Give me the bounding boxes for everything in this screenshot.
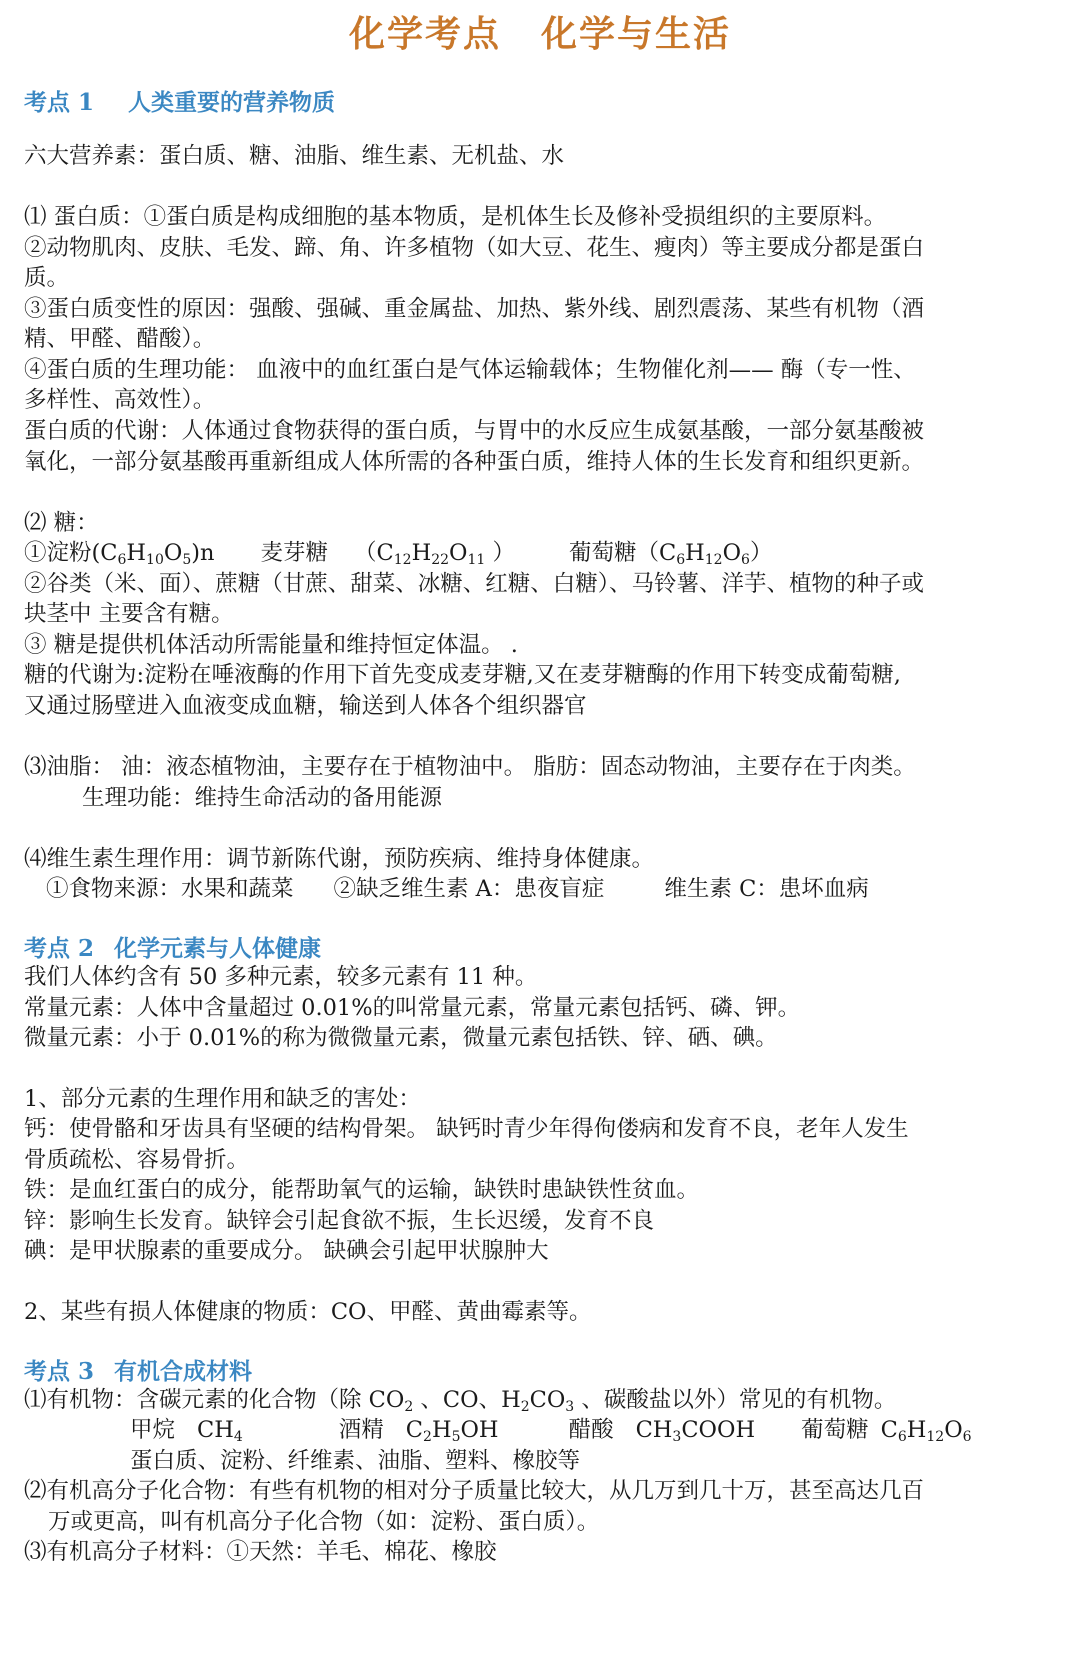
vitamin-detail-line: ①食物来源：水果和蔬菜 ②缺乏维生素 A：患夜盲症 维生素 C：患坏血病 xyxy=(46,876,869,902)
element-effects-line: 骨质疏松、容易骨折。 xyxy=(24,1147,250,1173)
protein-line: 精、甲醛、醋酸）。 xyxy=(24,326,216,352)
fat-line: ⑶油脂： 油：液态植物油，主要存在于植物油中。 脂肪：固态动物油，主要存在于肉类。 xyxy=(24,754,916,780)
polymer-line: 万或更高，叫有机高分子化合物（如：淀粉、蛋白质）。 xyxy=(48,1509,600,1535)
organic-examples-line-2: 蛋白质、淀粉、纤维素、油脂、塑料、橡胶等 xyxy=(130,1448,581,1474)
element-effects-line: 锌：影响生长发育。缺锌会引起食欲不振，生长迟缓，发育不良 xyxy=(24,1208,655,1234)
protein-line: ②动物肌肉、皮肤、毛发、蹄、角、许多植物（如大豆、花生、瘦肉）等主要成分都是蛋白 xyxy=(24,235,925,261)
nutrients-intro: 六大营养素：蛋白质、糖、油脂、维生素、无机盐、水 xyxy=(24,143,565,169)
element-effects-line: 碘：是甲状腺素的重要成分。 缺碘会引起甲状腺肿大 xyxy=(24,1238,549,1264)
protein-line: 蛋白质的代谢：人体通过食物获得的蛋白质，与胃中的水反应生成氨基酸，一部分氨基酸被 xyxy=(24,418,925,444)
fat-function-line: 生理功能：维持生命活动的备用能源 xyxy=(82,785,443,811)
elements-line: 常量元素：人体中含量超过 0.01%的叫常量元素，常量元素包括钙、磷、钾。 xyxy=(24,995,801,1021)
sugar-line: 块茎中 主要含有糖。 xyxy=(24,601,234,627)
section-heading-2: 考点 2 化学元素与人体健康 xyxy=(24,935,322,962)
sugar-title: ⑵ 糖： xyxy=(24,510,99,536)
protein-line: 质。 xyxy=(24,265,70,291)
polymer-line: ⑵有机高分子化合物：有些有机物的相对分子质量比较大，从几万到几十万，甚至高达几百 xyxy=(24,1478,925,1504)
vitamin-line: ⑷维生素生理作用：调节新陈代谢，预防疾病、维持身体健康。 xyxy=(24,846,655,872)
element-effects-line: 钙：使骨骼和牙齿具有坚硬的结构骨架。 缺钙时青少年得佝偻病和发育不良，老年人发生 xyxy=(24,1116,909,1142)
polymer-material-line: ⑶有机高分子材料：①天然：羊毛、棉花、橡胶 xyxy=(24,1539,497,1565)
section-heading-3: 考点 3 有机合成材料 xyxy=(24,1358,253,1385)
harmful-substances-line: 2、某些有损人体健康的物质：CO、甲醛、黄曲霉素等。 xyxy=(24,1299,592,1325)
section-heading-1: 考点 1 人类重要的营养物质 xyxy=(24,89,336,116)
protein-line: ③蛋白质变性的原因：强酸、强碱、重金属盐、加热、紫外线、剧烈震荡、某些有机物（酒 xyxy=(24,296,925,322)
elements-line: 我们人体约含有 50 多种元素，较多元素有 11 种。 xyxy=(24,964,538,990)
sugar-line: ③ 糖是提供机体活动所需能量和维持恒定体温。 . xyxy=(24,632,518,658)
organic-definition-line: ⑴有机物：含碳元素的化合物（除 $CO_2$ 、CO、$H_2CO_3$ 、碳酸盐以外）常见的有机物。 xyxy=(24,1387,897,1415)
page-title: 化学考点 化学与生活 xyxy=(348,13,732,55)
protein-line: ④蛋白质的生理功能： 血液中的血红蛋白是气体运输载体；生物催化剂—— 酶（专一性、 xyxy=(24,357,916,383)
organic-examples-line: 甲烷 $CH_4$ 酒精 $C_2H_5OH$ 醋酸 $CH_3COOH$ 葡萄糖 $C_6H_{12}O_6$ xyxy=(130,1417,972,1445)
element-effects-line: 1、部分元素的生理作用和缺乏的害处： xyxy=(24,1086,421,1112)
elements-line: 微量元素：小于 0.01%的称为微微量元素，微量元素包括铁、锌、硒、碘。 xyxy=(24,1025,778,1051)
sugar-formulas: ①淀粉$(C_6H_{10}O_5)n$ 麦芽糖 （$C_{12}H_{22}O_{11}$ ） 葡萄糖$(C_6H_{12}O_6)$ xyxy=(24,540,773,568)
sugar-line: 糖的代谢为:淀粉在唾液酶的作用下首先变成麦芽糖,又在麦芽糖酶的作用下转变成葡萄糖, xyxy=(24,662,901,688)
sugar-line: ②谷类（米、面）、蔗糖（甘蔗、甜菜、冰糖、红糖、白糖）、马铃薯、洋芋、植物的种子或 xyxy=(24,571,925,597)
protein-line: 氧化，一部分氨基酸再重新组成人体所需的各种蛋白质，维持人体的生长发育和组织更新。 xyxy=(24,449,925,475)
protein-line: 多样性、高效性）。 xyxy=(24,387,216,413)
sugar-line: 又通过肠壁进入血液变成血糖，输送到人体各个组织器官 xyxy=(24,693,587,719)
element-effects-line: 铁：是血红蛋白的成分，能帮助氧气的运输，缺铁时患缺铁性贫血。 xyxy=(24,1177,700,1203)
protein-line: ⑴ 蛋白质：①蛋白质是构成细胞的基本物质，是机体生长及修补受损组织的主要原料。 xyxy=(24,204,887,230)
